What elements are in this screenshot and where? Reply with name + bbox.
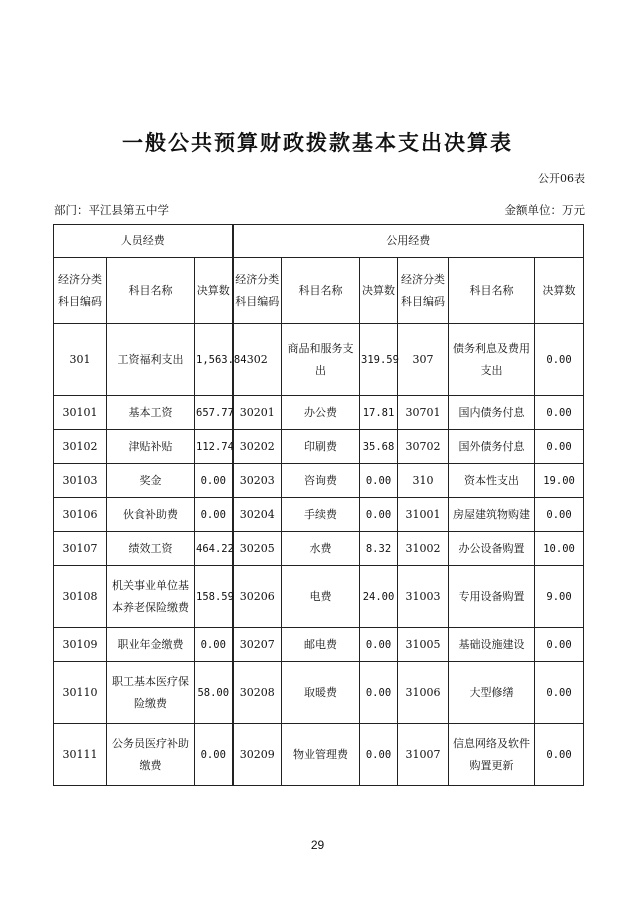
code-cell: 30203 [233,464,282,498]
page-title: 一般公共预算财政拨款基本支出决算表 [122,131,513,155]
col-header-amount: 决算数 [535,258,584,324]
name-cell: 信息网络及软件购置更新 [449,724,535,786]
amount-unit-label: 金额单位：万元 [504,203,585,217]
code-cell: 30209 [233,724,282,786]
name-cell: 机关事业单位基本养老保险缴费 [107,566,195,628]
name-cell: 电费 [282,566,360,628]
table-row [54,566,584,628]
col-header-code: 经济分类科目编码 [54,258,107,324]
name-cell: 绩效工资 [107,532,195,566]
amount-cell: 35.68 [360,430,398,464]
name-cell: 伙食补助费 [107,498,195,532]
name-cell: 基本工资 [107,396,195,430]
col-header-code: 经济分类科目编码 [398,258,449,324]
amount-cell: 0.00 [195,628,233,662]
amount-cell: 0.00 [360,498,398,532]
table-body [54,324,584,786]
code-cell: 31005 [398,628,449,662]
amount-cell: 10.00 [535,532,584,566]
name-cell: 房屋建筑物购建 [449,498,535,532]
page-number: 29 [310,838,325,852]
col-header-name: 科目名称 [282,258,360,324]
table-row [54,396,584,430]
code-cell: 30109 [54,628,107,662]
name-cell: 商品和服务支出 [282,324,360,396]
code-cell: 31002 [398,532,449,566]
name-cell: 国外债务付息 [449,430,535,464]
code-cell: 31006 [398,662,449,724]
group-header-personnel: 人员经费 [54,225,233,258]
table-row [54,464,584,498]
name-cell: 专用设备购置 [449,566,535,628]
code-cell: 30111 [54,724,107,786]
code-cell: 30201 [233,396,282,430]
amount-cell: 112.74 [195,430,233,464]
amount-cell: 58.00 [195,662,233,724]
amount-cell: 0.00 [360,662,398,724]
amount-cell: 657.77 [195,396,233,430]
department-label: 部门：平江县第五中学 [54,203,169,217]
code-cell: 30701 [398,396,449,430]
code-cell: 30702 [398,430,449,464]
table-row [54,532,584,566]
amount-cell: 0.00 [535,662,584,724]
code-cell: 31001 [398,498,449,532]
name-cell: 物业管理费 [282,724,360,786]
code-cell: 30208 [233,662,282,724]
col-header-amount: 决算数 [195,258,233,324]
amount-cell: 17.81 [360,396,398,430]
name-cell: 国内债务付息 [449,396,535,430]
code-cell: 307 [398,324,449,396]
code-cell: 30110 [54,662,107,724]
table-row [54,662,584,724]
name-cell: 资本性支出 [449,464,535,498]
amount-cell: 0.00 [535,498,584,532]
table-row [54,498,584,532]
group-header-public: 公用经费 [233,225,584,258]
table-row [54,324,584,396]
code-cell: 30205 [233,532,282,566]
amount-cell: 9.00 [535,566,584,628]
name-cell: 债务利息及费用支出 [449,324,535,396]
table-row [54,628,584,662]
amount-cell: 24.00 [360,566,398,628]
name-cell: 咨询费 [282,464,360,498]
amount-cell: 0.00 [535,724,584,786]
expenditure-table [53,224,584,786]
name-cell: 津贴补贴 [107,430,195,464]
code-cell: 302 [233,324,282,396]
code-cell: 30101 [54,396,107,430]
name-cell: 水费 [282,532,360,566]
name-cell: 基础设施建设 [449,628,535,662]
name-cell: 职工基本医疗保险缴费 [107,662,195,724]
amount-cell: 0.00 [195,464,233,498]
amount-cell: 0.00 [360,724,398,786]
name-cell: 职业年金缴费 [107,628,195,662]
code-cell: 30106 [54,498,107,532]
amount-cell: 0.00 [535,324,584,396]
amount-cell: 0.00 [535,430,584,464]
name-cell: 办公设备购置 [449,532,535,566]
name-cell: 办公费 [282,396,360,430]
col-header-name: 科目名称 [449,258,535,324]
table-number: 公开06表 [538,172,585,185]
code-cell: 30202 [233,430,282,464]
amount-cell: 0.00 [195,724,233,786]
code-cell: 310 [398,464,449,498]
code-cell: 30108 [54,566,107,628]
amount-cell: 319.59 [360,324,398,396]
amount-cell: 0.00 [535,628,584,662]
amount-cell: 464.22 [195,532,233,566]
code-cell: 30102 [54,430,107,464]
name-cell: 印刷费 [282,430,360,464]
amount-cell: 0.00 [360,464,398,498]
code-cell: 31007 [398,724,449,786]
code-cell: 31003 [398,566,449,628]
amount-cell: 1,563.84 [195,324,233,396]
name-cell: 取暖费 [282,662,360,724]
name-cell: 工资福利支出 [107,324,195,396]
amount-cell: 19.00 [535,464,584,498]
amount-cell: 8.32 [360,532,398,566]
code-cell: 301 [54,324,107,396]
name-cell: 公务员医疗补助缴费 [107,724,195,786]
table-row [54,724,584,786]
amount-cell: 0.00 [535,396,584,430]
amount-cell: 158.59 [195,566,233,628]
code-cell: 30206 [233,566,282,628]
name-cell: 邮电费 [282,628,360,662]
col-header-code: 经济分类科目编码 [233,258,282,324]
table-row [54,430,584,464]
amount-cell: 0.00 [195,498,233,532]
code-cell: 30204 [233,498,282,532]
col-header-amount: 决算数 [360,258,398,324]
code-cell: 30107 [54,532,107,566]
name-cell: 奖金 [107,464,195,498]
code-cell: 30103 [54,464,107,498]
name-cell: 大型修缮 [449,662,535,724]
col-header-name: 科目名称 [107,258,195,324]
code-cell: 30207 [233,628,282,662]
name-cell: 手续费 [282,498,360,532]
amount-cell: 0.00 [360,628,398,662]
